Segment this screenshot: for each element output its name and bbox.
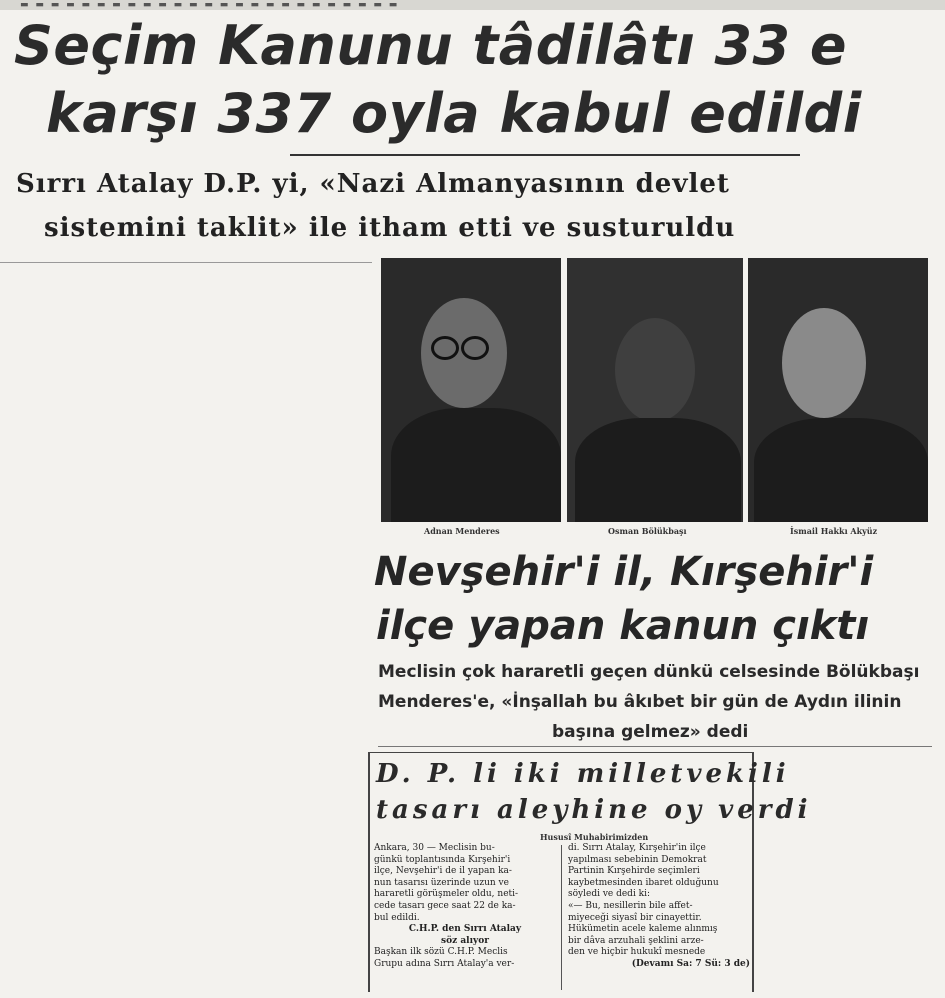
body-line: bir dâva arzuhali şeklini arze-	[568, 935, 704, 946]
body-line: günkü toplantısında Kırşehir'i	[374, 854, 511, 865]
article3-byline: Hususî Muhabirimizden	[540, 832, 649, 842]
article3-title-line1: D. P. li iki milletvekili	[376, 759, 790, 789]
photo-osman-bolukbasi	[567, 258, 743, 522]
article2-rule	[378, 746, 932, 747]
subheadline-line1: Sırrı Atalay D.P. yi, «Nazi Almanyasının devlet	[16, 169, 730, 199]
body-line: hararetli görüşmeler oldu, neti-	[374, 889, 519, 900]
caption-adnan-menderes: Adnan Menderes	[424, 526, 500, 536]
section-rule	[0, 262, 372, 263]
headline-rule	[290, 154, 800, 156]
caption-osman-bolukbasi: Osman Bölükbaşı	[608, 526, 687, 536]
portrait-face	[782, 308, 866, 418]
body-line: cede tasarı gece saat 22 de ka-	[374, 900, 516, 911]
portrait-body	[754, 418, 928, 522]
portrait-body	[391, 408, 561, 522]
portrait-body	[575, 418, 741, 522]
glasses-right-lens	[461, 336, 489, 360]
caption-ismail-hakki-akyuz: İsmail Hakkı Akyüz	[790, 526, 878, 536]
main-headline-line2: karşı 337 oyla kabul edildi	[46, 82, 862, 145]
article2-deck-line2: Menderes'e, «İnşallah bu âkıbet bir gün de Aydın ilinin	[378, 692, 902, 712]
body-line: yapılması sebebinin Demokrat	[568, 854, 707, 865]
body-line: di. Sırrı Atalay, Kırşehir'in ilçe	[568, 843, 706, 853]
left-subhead-2: söz alıyor	[441, 935, 489, 946]
body-line: kaybetmesinden ibaret olduğunu	[568, 877, 719, 888]
photo-adnan-menderes	[381, 258, 561, 522]
article2-title-line1: Nevşehir'i il, Kırşehir'i	[374, 549, 874, 595]
body-line: söyledi ve dedi ki:	[568, 889, 651, 900]
photo-ismail-hakki-akyuz	[748, 258, 928, 522]
portrait-face	[615, 318, 695, 422]
body-line: nun tasarısı üzerinde uzun ve	[374, 877, 509, 888]
left-subhead-1: C.H.P. den Sırrı Atalay	[408, 924, 522, 935]
main-headline-line1: Seçim Kanunu tâdilâtı 33 e	[14, 14, 848, 77]
subheadline-line2: sistemini taklit» ile itham etti ve susturuldu	[44, 213, 736, 243]
body-line: den ve hiçbir hukukî mesnede	[568, 947, 706, 958]
continued-note: (Devamı Sa: 7 Sü: 3 de)	[631, 958, 750, 969]
column-divider	[561, 845, 562, 990]
article2-deck-line1: Meclisin çok hararetli geçen dünkü celsesinde Bölükbaşı	[378, 662, 920, 682]
body-line: «— Bu, nesillerin bile affet-	[568, 900, 693, 911]
body-line: Ankara, 30 — Meclisin bu-	[374, 843, 495, 853]
body-line: Partinin Kırşehirde seçimleri	[568, 866, 700, 877]
body-line: ilçe, Nevşehir'i de il yapan ka-	[374, 866, 512, 877]
body-line: bul edildi.	[374, 912, 420, 923]
article3-left-column	[374, 843, 556, 971]
body-line: Hükümetin acele kaleme alınmış	[568, 924, 718, 935]
body-line: Başkan ilk sözü C.H.P. Meclis	[374, 947, 508, 958]
glasses-left-lens	[431, 336, 459, 360]
article3-box-left	[368, 752, 370, 992]
top-strip	[0, 0, 945, 10]
article2-title-line2: ilçe yapan kanun çıktı	[376, 603, 870, 649]
top-strip-fill: ▬ ▬ ▬ ▬ ▬ ▬ ▬ ▬ ▬ ▬ ▬ ▬ ▬ ▬ ▬ ▬ ▬ ▬ ▬ ▬ ▬ ▬ ▬ ▬ ▬	[20, 0, 400, 10]
body-line: miyeceği siyasî bir cinayettir.	[568, 912, 702, 923]
article2-deck-line3: başına gelmez» dedi	[552, 722, 749, 742]
article3-right-column	[568, 843, 750, 971]
article3-box-top	[368, 752, 754, 753]
article3-title-line2: tasarı aleyhine oy verdi	[376, 795, 812, 825]
body-line: Grupu adına Sırrı Atalay'a ver-	[374, 958, 515, 969]
